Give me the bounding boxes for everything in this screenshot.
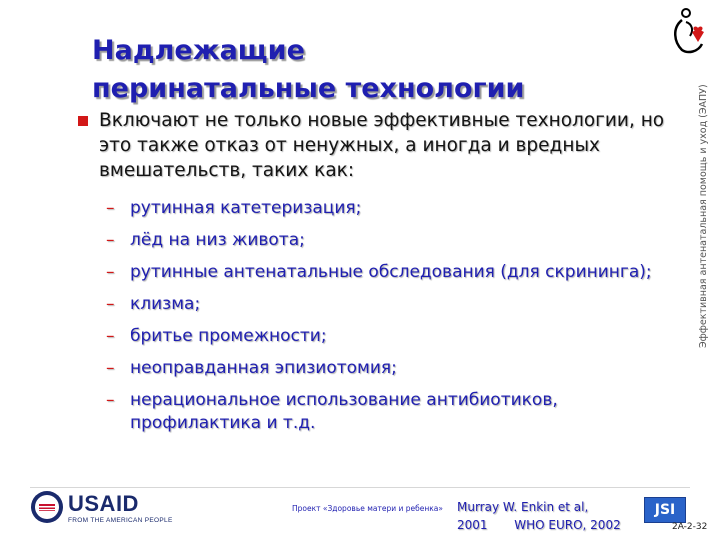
list-item [106, 197, 666, 220]
usaid-tagline: FROM THE AMERICAN PEOPLE [68, 517, 173, 524]
list-item-text: бритье промежности; [130, 326, 327, 346]
list-item-text: рутинные антенатальные обследования (для скрининга); [130, 262, 652, 282]
project-name: Проект «Здоровье матери и ребенка» [292, 504, 443, 513]
list-item-text: неоправданная эпизиотомия; [130, 358, 397, 378]
list-item [106, 357, 666, 380]
side-caption: Эффективная антенатальная помощь и уход (ЭАПУ) [698, 84, 709, 348]
list-item-text: рутинная катетеризация; [130, 198, 362, 218]
slide-title [92, 32, 652, 108]
title-line-2: перинатальные технологии [92, 73, 525, 104]
square-bullet-icon [78, 116, 88, 126]
main-bullet [78, 108, 678, 183]
citation-year: 2001 [457, 518, 488, 532]
list-item-text: нерациональное использование антибиотиков, профилактика и т.д. [130, 390, 558, 433]
footer-divider [30, 487, 690, 488]
dash-bullet-icon: – [106, 230, 115, 250]
dash-bullet-icon: – [106, 262, 115, 282]
main-bullet-text: Включают не только новые эффективные технологии, но это также отказ от ненужных, а иногда и вредных вмешательств, таких как: [99, 110, 665, 181]
list-item-text: клизма; [130, 294, 201, 314]
mother-child-logo-icon [668, 6, 714, 56]
list-item-text: лёд на низ живота; [130, 230, 305, 250]
list-item [106, 389, 666, 435]
title-line-1: Надлежащие [92, 35, 305, 66]
list-item [106, 261, 666, 284]
sub-bullet-list [106, 197, 666, 444]
jsi-logo: JSI [644, 497, 686, 523]
list-item [106, 229, 666, 252]
dash-bullet-icon: – [106, 358, 115, 378]
usaid-wordmark: USAID [68, 491, 139, 516]
dash-bullet-icon: – [106, 326, 115, 346]
citation-line-1: Murray W. Enkin et al, [457, 500, 589, 514]
dash-bullet-icon: – [106, 198, 115, 218]
usaid-seal-icon [30, 490, 64, 524]
dash-bullet-icon: – [106, 294, 115, 314]
citation [457, 498, 621, 534]
list-item [106, 325, 666, 348]
dash-bullet-icon: – [106, 390, 115, 410]
slide-number: 2A-2-32 [672, 522, 708, 532]
citation-source: WHO EURO, 2002 [514, 518, 621, 532]
list-item [106, 293, 666, 316]
